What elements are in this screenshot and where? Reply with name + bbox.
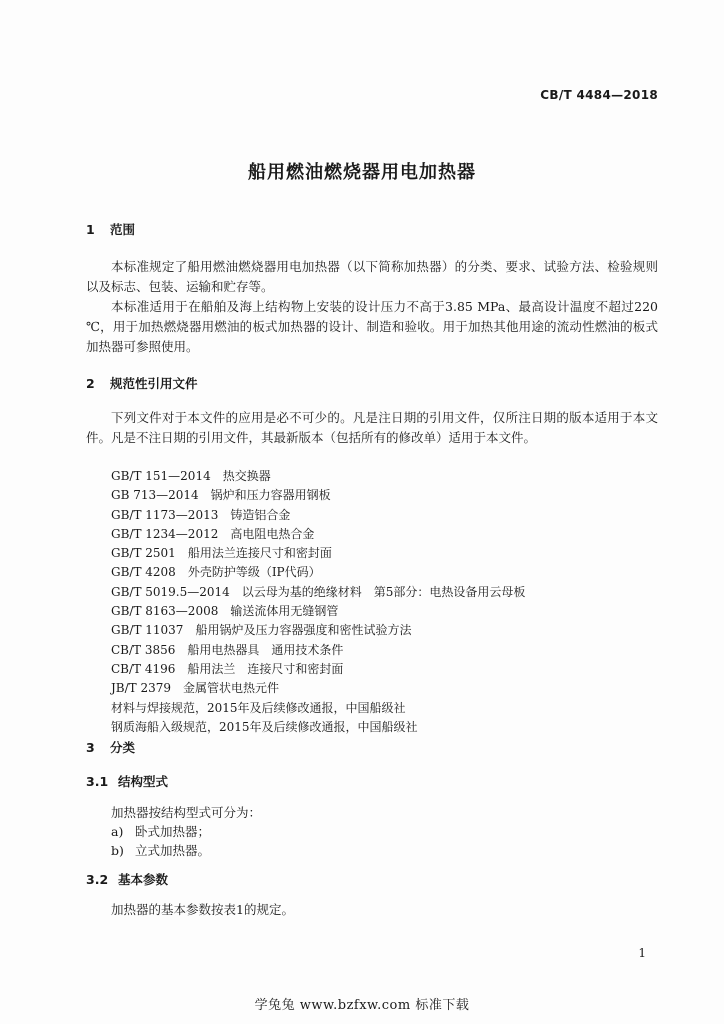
reference-item (111, 525, 525, 544)
reference-code: GB/T 5019.5—2014 (111, 584, 230, 599)
subsection-number: 3.1 (86, 774, 109, 789)
section-number: 3 (86, 740, 95, 755)
reference-item (111, 718, 525, 737)
section-title: 分类 (110, 740, 136, 755)
reference-item (111, 467, 525, 486)
section-3-heading (86, 738, 135, 756)
reference-code: GB/T 2501 (111, 546, 176, 561)
reference-code: CB/T 3856 (111, 642, 176, 657)
reference-title: 输送流体用无缝钢管 (230, 604, 339, 619)
reference-item (111, 563, 525, 582)
subsection-title: 结构型式 (118, 774, 169, 789)
reference-item (111, 660, 525, 679)
list-item-text: 卧式加热器； (135, 824, 211, 839)
reference-title: 锅炉和压力容器用钢板 (210, 488, 331, 503)
reference-title: 金属管状电热元件 (183, 681, 280, 696)
reference-code: 钢质海船入级规范，2015年及后续修改通报，中国船级社 (111, 719, 418, 734)
reference-title: 高电阻电热合金 (230, 526, 315, 541)
reference-code: CB/T 4196 (111, 661, 176, 676)
section-2-intro: 下列文件对于本文件的应用是必不可少的。凡是注日期的引用文件，仅所注日期的版本适用于本文件。凡是不注日期的引用文件，其最新版本（包括所有的修改单）适用于本文件。 (86, 410, 658, 445)
reference-title: 铸造铝合金 (230, 507, 291, 522)
reference-code: GB/T 1234—2012 (111, 526, 219, 541)
reference-title: 热交换器 (222, 469, 271, 483)
section-1-heading (86, 220, 135, 238)
reference-code: GB/T 4208 (111, 565, 176, 580)
section-number: 2 (86, 376, 95, 391)
reference-item (111, 544, 525, 563)
reference-code: JB/T 2379 (111, 681, 172, 696)
reference-code: GB/T 1173—2013 (111, 507, 219, 522)
list-marker: a) (111, 824, 124, 839)
list-item-text: 立式加热器。 (135, 843, 211, 858)
page-number: 1 (638, 946, 646, 960)
reference-title: 船用法兰 连接尺寸和密封面 (187, 661, 344, 676)
reference-code: GB 713—2014 (111, 488, 199, 503)
reference-item (111, 679, 525, 698)
reference-code: GB/T 8163—2008 (111, 604, 219, 619)
reference-item (111, 486, 525, 505)
reference-title: 船用法兰连接尺寸和密封面 (187, 546, 332, 561)
list-marker: b) (111, 843, 124, 858)
section-1-paragraph-2: 本标准适用于在船舶及海上结构物上安装的设计压力不高于3.85 MPa、最高设计温度不超过220 ℃，用于加热燃烧器用燃油的板式加热器的设计、制造和验收。用于加热其他用途的流动性燃油的板式加热器可参照使用。 (86, 299, 658, 354)
document-code: CB/T 4484—2018 (540, 88, 658, 102)
reference-title: 以云母为基的绝缘材料 第5部分：电热设备用云母板 (241, 584, 526, 599)
section-3-2-text: 加热器的基本参数按表1的规定。 (111, 902, 294, 917)
document-title: 船用燃油燃烧器用电加热器 (248, 162, 476, 183)
section-number: 1 (86, 222, 95, 237)
reference-code: GB/T 151—2014 (111, 469, 211, 483)
reference-item (111, 583, 525, 602)
reference-item (111, 641, 525, 660)
section-title: 范围 (110, 222, 136, 237)
subsection-title: 基本参数 (118, 872, 169, 887)
reference-item (111, 506, 525, 525)
reference-title: 船用锅炉及压力容器强度和密性试验方法 (195, 623, 412, 638)
subsection-number: 3.2 (86, 872, 109, 887)
section-1-paragraph-1: 本标准规定了船用燃油燃烧器用电加热器（以下简称加热器）的分类、要求、试验方法、检验规则以及标志、包装、运输和贮存等。 (86, 259, 658, 294)
section-3-1-intro: 加热器按结构型式可分为： (111, 805, 262, 820)
section-3-1-heading (86, 772, 168, 790)
reference-item (111, 621, 525, 640)
section-2-heading (86, 374, 198, 392)
section-title: 规范性引用文件 (110, 376, 198, 391)
reference-title: 船用电热器具 通用技术条件 (187, 642, 344, 657)
reference-code: GB/T 11037 (111, 623, 184, 638)
normative-references-list (111, 467, 525, 737)
section-3-2-heading (86, 870, 168, 888)
reference-code: 材料与焊接规范，2015年及后续修改通报，中国船级社 (111, 700, 406, 715)
list-item (111, 841, 210, 861)
reference-item (111, 699, 525, 718)
reference-item (111, 602, 525, 621)
reference-title: 外壳防护等级（IP代码） (187, 565, 321, 580)
list-item (111, 822, 210, 842)
footer-watermark: 学兔兔 www.bzfxw.com 标准下载 (254, 998, 470, 1013)
